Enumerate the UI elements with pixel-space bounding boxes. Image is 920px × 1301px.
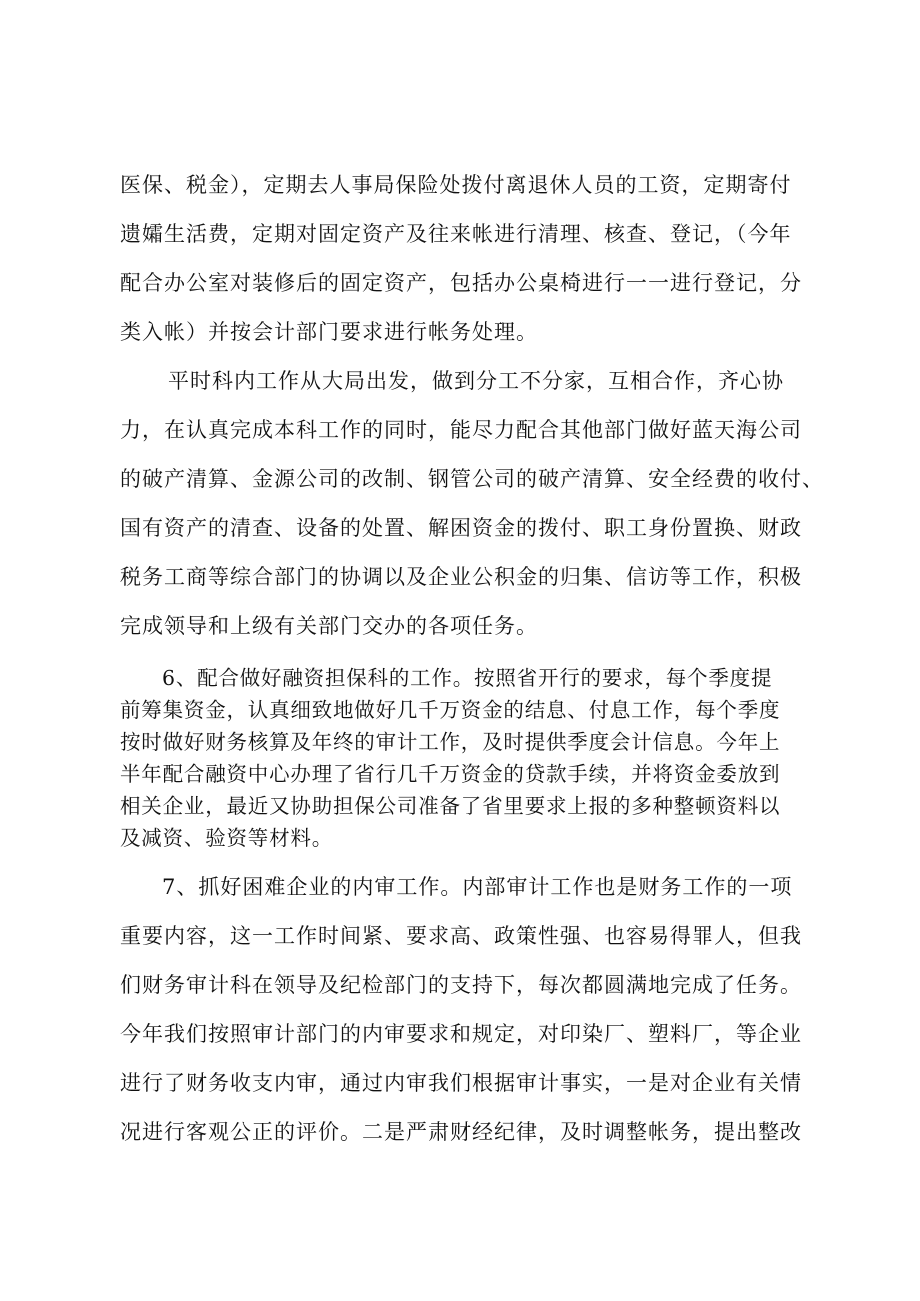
text-line: 相关企业，最近又协助担保公司准备了省里要求上报的多种整顿资料以 xyxy=(120,794,781,818)
text-line: 医保、税金），定期去人事局保险处拨付离退休人员的工资，定期寄付 xyxy=(120,173,792,197)
text-line: 况进行客观公正的评价。二是严肃财经纪律，及时调整帐务，提出整改 xyxy=(120,1120,802,1144)
text-line: 重要内容，这一工作时间紧、要求高、政策性强、也容易得罪人，但我 xyxy=(120,924,802,948)
text-line: 遗孀生活费，定期对固定资产及往来帐进行清理、核查、登记，（今年 xyxy=(120,222,792,246)
text-line: 按时做好财务核算及年终的审计工作，及时提供季度会计信息。今年上 xyxy=(120,730,781,754)
text-line: 的破产清算、金源公司的改制、钢管公司的破产清算、安全经费的收付、 xyxy=(120,467,824,491)
text-line: 7、抓好困难企业的内审工作。内部审计工作也是财务工作的一项 xyxy=(162,875,793,899)
text-line: 6、配合做好融资担保科的工作。按照省开行的要求，每个季度提 xyxy=(162,666,773,690)
text-line: 国有资产的清查、设备的处置、解困资金的拨付、职工身份置换、财政 xyxy=(120,516,802,540)
text-line: 及减资、验资等材料。 xyxy=(120,826,333,850)
text-line: 前筹集资金，认真细致地做好几千万资金的结息、付息工作，每个季度 xyxy=(120,698,781,722)
text-line: 力，在认真完成本科工作的同时，能尽力配合其他部门做好蓝天海公司 xyxy=(120,418,802,442)
text-line: 完成领导和上级有关部门交办的各项任务。 xyxy=(120,614,538,638)
text-line: 半年配合融资中心办理了省行几千万资金的贷款手续，并将资金委放到 xyxy=(120,762,781,786)
text-line: 进行了财务收支内审，通过内审我们根据审计事实，一是对企业有关情 xyxy=(120,1071,802,1095)
text-line: 类入帐）并按会计部门要求进行帐务处理。 xyxy=(120,320,538,344)
text-line: 配合办公室对装修后的固定资产，包括办公桌椅进行一一进行登记，分 xyxy=(120,271,802,295)
text-line: 平时科内工作从大局出发，做到分工不分家，互相合作，齐心协 xyxy=(168,369,784,393)
text-line: 今年我们按照审计部门的内审要求和规定，对印染厂、塑料厂，等企业 xyxy=(120,1022,802,1046)
text-line: 税务工商等综合部门的协调以及企业公积金的归集、信访等工作，积极 xyxy=(120,565,802,589)
text-line: 们财务审计科在领导及纪检部门的支持下，每次都圆满地完成了任务。 xyxy=(120,973,802,997)
